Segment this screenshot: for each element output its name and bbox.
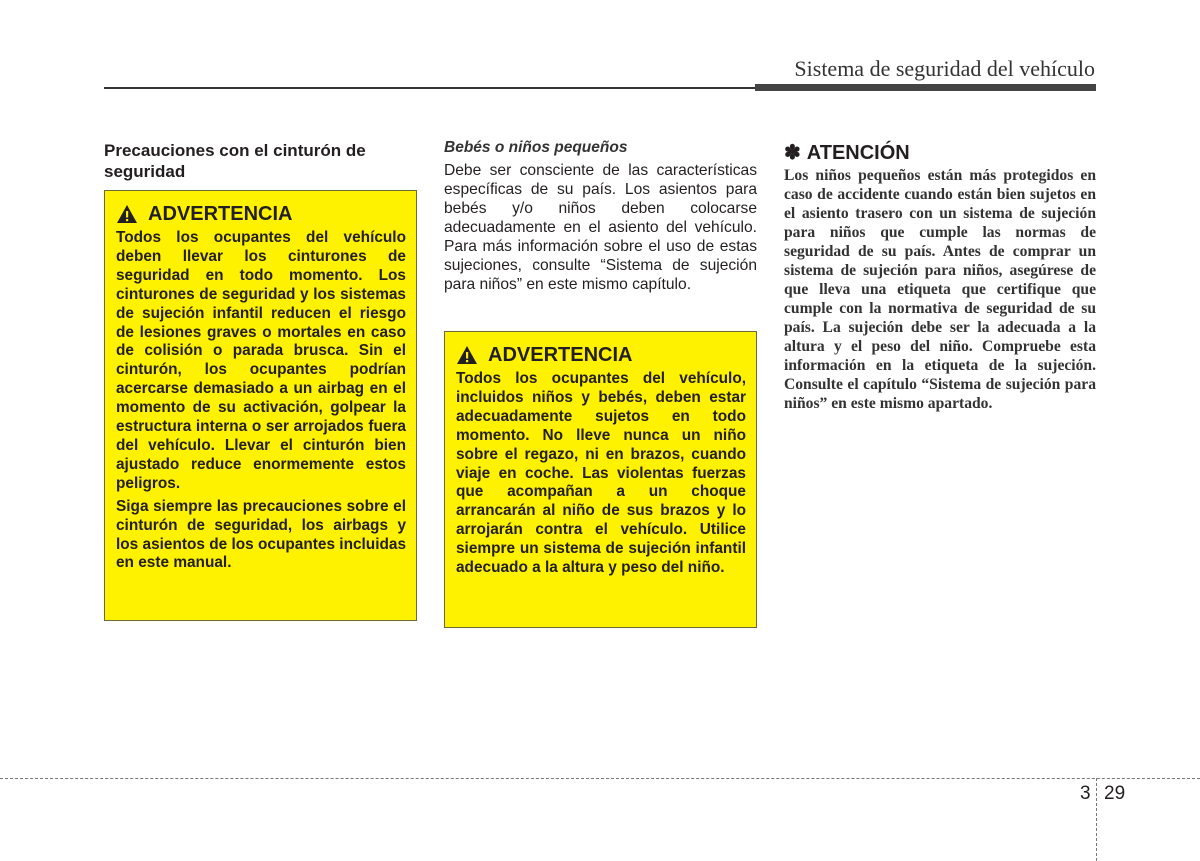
- asterisk-icon: ✽: [784, 142, 801, 164]
- warning-box-seatbelt: [104, 190, 417, 621]
- warning-triangle-icon: [116, 204, 138, 224]
- warning-paragraph: Todos los ocupantes del vehículo deben llevar los cinturones de seguridad en todo momento. Los cinturones de seguridad y los sistemas de sujeción infantil reducen el riesgo de lesiones graves o mortales en caso de colisión o parada brusca. Sin el cinturón, los ocupantes podrían acercarse demasiado a un airbag en el momento de su activación, golpear la estructura interna o ser arrojados fuera del vehículo. Llevar el cinturón bien ajustado reduce enormemente estos peligros.: [116, 229, 406, 492]
- warning-title: ADVERTENCIA: [148, 203, 293, 225]
- warning-title-row: [456, 342, 746, 368]
- caution-text: Los niños pequeños están más protegidos en caso de accidente cuando están bien sujetos en el asiento trasero con un sistema de sujeción para niños que cumple las normas de seguridad de su país. Antes de comprar un sistema de sujeción para niños, asegúrese de que lleva una etiqueta que certifique que cumple con la normativa de seguridad de su país. La sujeción debe ser la adecuada a la altura y el peso del niño. Compruebe esta información en la etiqueta de la sujeción. Consulte el capítulo “Sistema de sujeción para niños” en este mismo apartado.: [784, 167, 1096, 412]
- body-text: Debe ser consciente de las características específicas de su país. Los asientos para bebés y/o niños deben colocarse adecuadamente en el asiento del vehículo. Para más información sobre el uso de estas sujeciones, consulte “Sistema de sujeción para niños” en este mismo capítulo.: [444, 162, 757, 293]
- page-number: 29: [1104, 783, 1126, 804]
- subheading: Bebés o niños pequeños: [444, 139, 628, 156]
- caution-title-row: [784, 141, 910, 165]
- section-heading: Precauciones con el cinturón de seguridad: [104, 141, 366, 181]
- warning-paragraph: Siga siempre las precauciones sobre el cinturón de seguridad, los airbags y los asientos de los ocupantes incluidas en este manual.: [116, 497, 406, 572]
- warning-triangle-icon: [456, 345, 478, 365]
- warning-paragraph: Todos los ocupantes del vehículo, incluidos niños y bebés, deben estar adecuadamente sujetos en todo momento. No lleve nunca un niño sobre el regazo, ni en brazos, cuando viaje en coche. Las violentas fuerzas que acompañan a un choque arrancarán al niño de sus brazos y lo arrojarán contra el vehículo. Utilice siempre un sistema de sujeción infantil adecuado a la altura y peso del niño.: [456, 370, 746, 577]
- warning-title: ADVERTENCIA: [488, 344, 633, 366]
- page-chapter: 3: [1080, 783, 1091, 804]
- footer-divider: [1096, 778, 1097, 861]
- header-rule-accent: [755, 84, 1096, 91]
- warning-title-row: [116, 201, 406, 227]
- caution-title: ATENCIÓN: [806, 142, 910, 164]
- header-rule: [104, 87, 755, 89]
- footer-rule: [0, 778, 1200, 779]
- header-title: Sistema de seguridad del vehículo: [794, 56, 1095, 81]
- warning-box-children: [444, 331, 757, 628]
